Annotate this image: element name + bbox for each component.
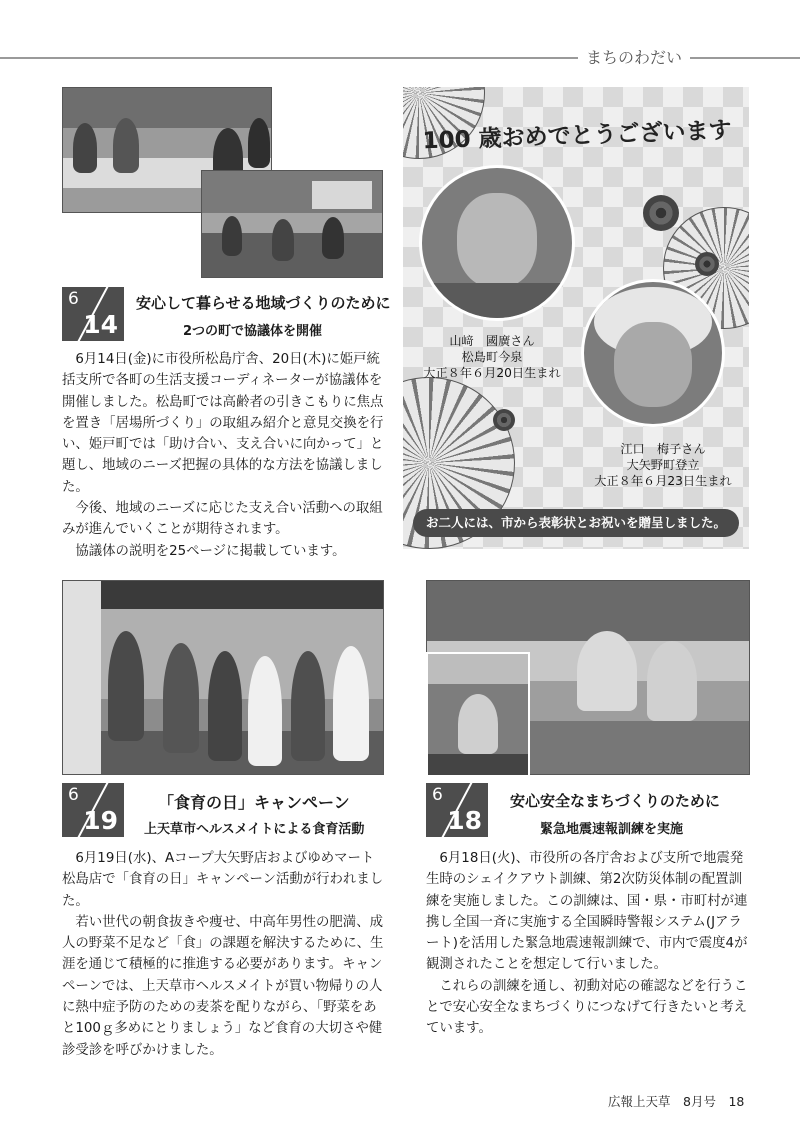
birthday-panel — [403, 87, 749, 549]
date-badge-6-14 — [62, 287, 124, 341]
article-body — [62, 848, 384, 1061]
date-badge-6-19 — [62, 783, 124, 837]
article-subtitle: 緊急地震速報訓練を実施 — [540, 822, 684, 837]
article-title: 「食育の日」キャンペーン — [158, 793, 350, 812]
article-body — [62, 349, 384, 562]
date-day: 18 — [447, 806, 482, 835]
chrysanthemum-icon — [695, 252, 719, 276]
article-title: 安心して暮らせる地域づくりのために — [136, 294, 391, 312]
birthday-caption: お二人には、市から表彰状とお祝いを贈呈しました。 — [413, 509, 739, 537]
date-day: 14 — [83, 310, 118, 339]
paragraph: これらの訓練を通し、初動対応の確認などを行うことで安心安全なまちづくりにつなげて行きたいと考えています。 — [426, 978, 748, 1037]
person-birthdate: 大正８年６月20日生まれ — [423, 366, 561, 380]
chrysanthemum-icon — [493, 409, 515, 431]
date-month: 6 — [432, 785, 443, 805]
campaign-photo — [62, 580, 384, 775]
person-place: 大矢野町登立 — [626, 458, 700, 472]
portrait-photo-2 — [581, 279, 725, 427]
article-subtitle: 2つの町で協議体を開催 — [183, 324, 323, 339]
paragraph: 今後、地域のニーズに応じた支え合い活動への取組みが進んでいくことが期待されます。 — [62, 501, 383, 538]
person-1-info — [403, 333, 582, 381]
paragraph: 若い世代の朝食抜きや痩せ、中高年男性の肥満、成人の野菜不足など「食」の課題を解決するために、生涯を通じて積極的に推進する必要があります。キャンペーンでは、上天草市ヘルスメイトが買い物帰りの人に熱中症予防のための麦茶を配りながら、「野菜をあと100ｇ多めにとりましょう」など食育の大切さや健診受診を呼びかけました。 — [62, 914, 384, 1058]
person-name: 山﨑 國廣さん — [449, 334, 535, 348]
header-rule-right — [690, 57, 800, 59]
date-day: 19 — [83, 806, 118, 835]
page-footer: 広報上天草 8月号 18 — [608, 1094, 745, 1109]
article-subtitle: 上天草市ヘルスメイトによる食育活動 — [144, 822, 365, 837]
portrait-photo-1 — [419, 165, 575, 321]
date-month: 6 — [68, 785, 79, 805]
person-place: 松島町今泉 — [461, 350, 523, 364]
person-2-info — [583, 441, 743, 489]
birthday-title: 100 歳おめでとうございます — [422, 117, 732, 155]
paragraph: 協議体の説明を25ページに掲載しています。 — [75, 543, 346, 559]
section-title: まちのわだい — [586, 48, 683, 67]
date-badge-6-18 — [426, 783, 488, 837]
paragraph: 6月19日(水)、Aコープ大矢野店およびゆめマート松島店で「食育の日」キャンペーン活動が行われました。 — [62, 851, 384, 909]
paragraph: 6月14日(金)に市役所松島庁舎、20日(木)に姫戸統括支所で各町の生活支援コーディネーターが協議体を開催しました。松島町では高齢者の引きこもりに焦点を置き「居場所づくり」の取組み紹介と意見交換を行い、姫戸町では「助け合い、支え合いに向かって」と題し、地域のニーズ把握の具体的な方法を協議しました。 — [62, 352, 384, 495]
chrysanthemum-icon — [643, 195, 679, 231]
drill-photo-2 — [426, 652, 530, 777]
date-month: 6 — [68, 289, 79, 309]
person-birthdate: 大正８年６月23日生まれ — [594, 474, 732, 488]
meeting-photo-2 — [201, 170, 383, 278]
header-rule-left — [0, 57, 578, 59]
article-body — [426, 848, 748, 1040]
article-title: 安心安全なまちづくりのために — [510, 792, 720, 810]
person-name: 江口 梅子さん — [620, 442, 706, 456]
paragraph: 6月18日(火)、市役所の各庁舎および支所で地震発生時のシェイクアウト訓練、第2次防災体制の配置訓練を実施しました。この訓練は、国・県・市町村が連携し全国一斉に実施する全国瞬時警報システム(Jアラート)を活用した緊急地震速報訓練で、市内で震度4が観測されたことを想定して行いました。 — [426, 851, 748, 973]
